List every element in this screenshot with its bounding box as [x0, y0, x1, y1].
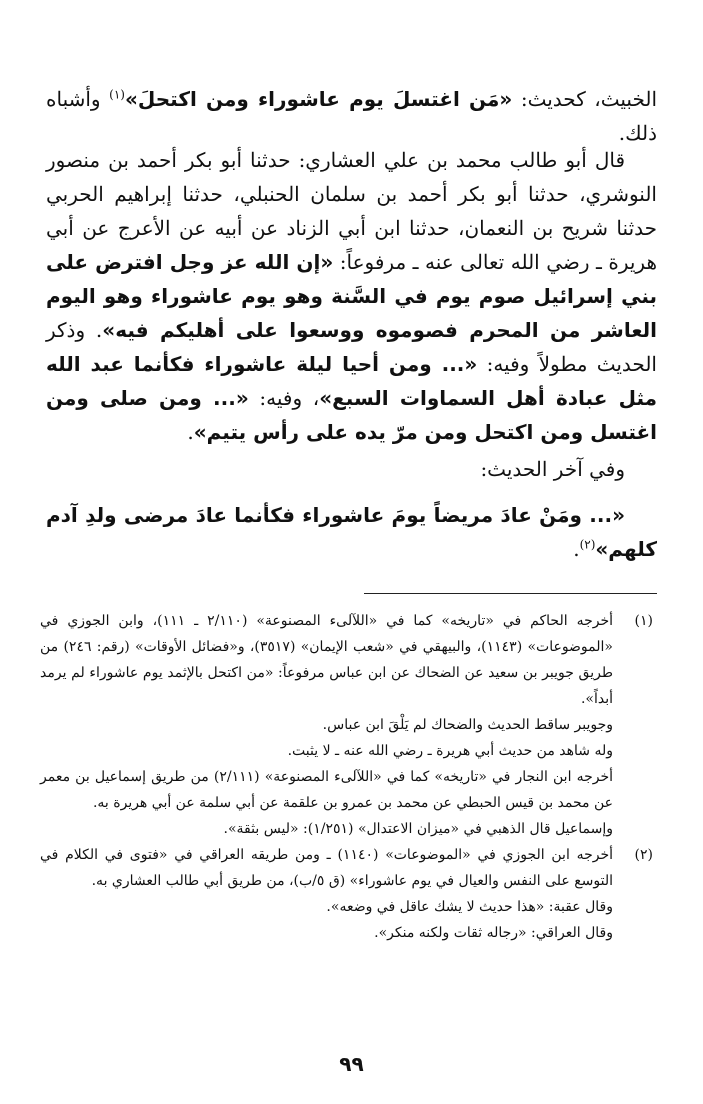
footnote-line: وإسماعيل قال الذهبي في «ميزان الاعتدال» (١/٢٥١): «ليس بثقة». — [223, 821, 613, 837]
footnote-divider — [364, 593, 657, 594]
isnad-text: قال أبو طالب محمد بن علي العشاري: حدثنا أبو بكر أحمد بن منصور النوشري، حدثنا أبو بكر أحمد بن سلمان الحنبلي، حدثنا إبراهيم الحربي حدثنا شريح بن النعمان، حدثنا ابن أبي الزناد عن أبيه عن الأعرج عن أبي هريرة ـ رضي الله تعالى عنه ـ مرفوعاً: — [46, 148, 658, 274]
hadith-quote: «... ومن صلى ومن اغتسل ومن اكتحل ومن مرّ يده على رأس يتيم» — [46, 386, 657, 444]
footnotes — [40, 608, 653, 946]
footnote-line: وقال عقبة: «هذا حديث لا يشك عاقل في وضعه». — [326, 899, 613, 915]
footnote-line: أخرجه الحاكم في «تاريخه» كما في «اللآلىء المصنوعة» (٢/١١٠ ـ ١١١)، وابن الجوزي في «الموضوعات» (١١٤٣)، والبيهقي في «شعب الإيمان» (٣٥١٧)، و«فضائل الأوقات» (رقم: ٢٤٦) من طريق جويبر بن سعيد عن الضحاك عن ابن عباس مرفوعاً: «من اكتحل بالإثمد يوم عاشوراء لم يرمد أبداً». — [40, 613, 613, 707]
main-text — [46, 82, 657, 150]
hadith-quote: «... ومن أحيا ليلة عاشوراء فكأنما عبد الله مثل عبادة أهل السماوات السبع» — [46, 352, 657, 410]
main-text-tail — [46, 452, 657, 566]
main-text-body — [46, 143, 657, 449]
hadith-quote: «إن الله عز وجل افترض على بني إسرائيل صوم يوم في السَّنة وهو يوم عاشوراء وهو اليوم العاشر من المحرم فصوموه ووسعوا على أهليكم فيه» — [46, 250, 658, 342]
footnote-2 — [40, 842, 653, 946]
footnote-line: أخرجه ابن الجوزي في «الموضوعات» (١١٤٠) ـ ومن طريقه العراقي في «فتوى في الكلام في التوسع على النفس والعيال في يوم عاشوراء» (ق ٥/ب)، من طريق أبي طالب العشاري به. — [40, 847, 613, 889]
hadith-quote: «... ومَنْ عادَ مريضاً يومَ عاشوراء فكأنما عادَ مرضى ولدِ آدم كلهم» — [46, 503, 657, 561]
footnote-number: (٢) — [634, 847, 653, 863]
footnote-1 — [40, 608, 653, 842]
text-run: وأشباه ذلك. — [46, 87, 657, 145]
paragraph-1 — [46, 82, 657, 150]
footnote-line: وجويبر ساقط الحديث والضحاك لم يَلْقَ ابن عباس. — [322, 717, 613, 733]
text-run: . — [573, 537, 580, 561]
footnote-ref: (٢) — [579, 537, 596, 552]
text-run: . — [187, 420, 194, 444]
paragraph-3: وفي آخر الحديث: — [480, 457, 625, 481]
text-run: الخبيث، كحديث: — [512, 87, 658, 111]
text-run: ، وفيه: — [248, 386, 320, 410]
footnote-number: (١) — [634, 613, 653, 629]
footnote-line: وقال العراقي: «رجاله ثقات ولكنه منكر». — [374, 925, 613, 941]
footnote-line: أخرجه ابن النجار في «تاريخه» كما في «اللآلىء المصنوعة» (٢/١١١) من طريق إسماعيل بن معمر عن محمد بن قيس الحبطي عن محمد بن عمرو بن علقمة عن أبي سلمة عن أبي هريرة به. — [40, 769, 614, 811]
footnote-line: وله شاهد من حديث أبي هريرة ـ رضي الله عنه ـ لا يثبت. — [287, 743, 613, 759]
footnote-ref: (١) — [109, 87, 125, 102]
text-run: . وذكر الحديث مطولاً وفيه: — [46, 318, 657, 376]
hadith-quote: «مَن اغتسلَ يوم عاشوراء ومن اكتحلَ» — [124, 87, 513, 111]
paragraph-4 — [46, 498, 657, 566]
page-number: ٩٩ — [339, 1052, 364, 1076]
paragraph-2 — [46, 143, 657, 449]
